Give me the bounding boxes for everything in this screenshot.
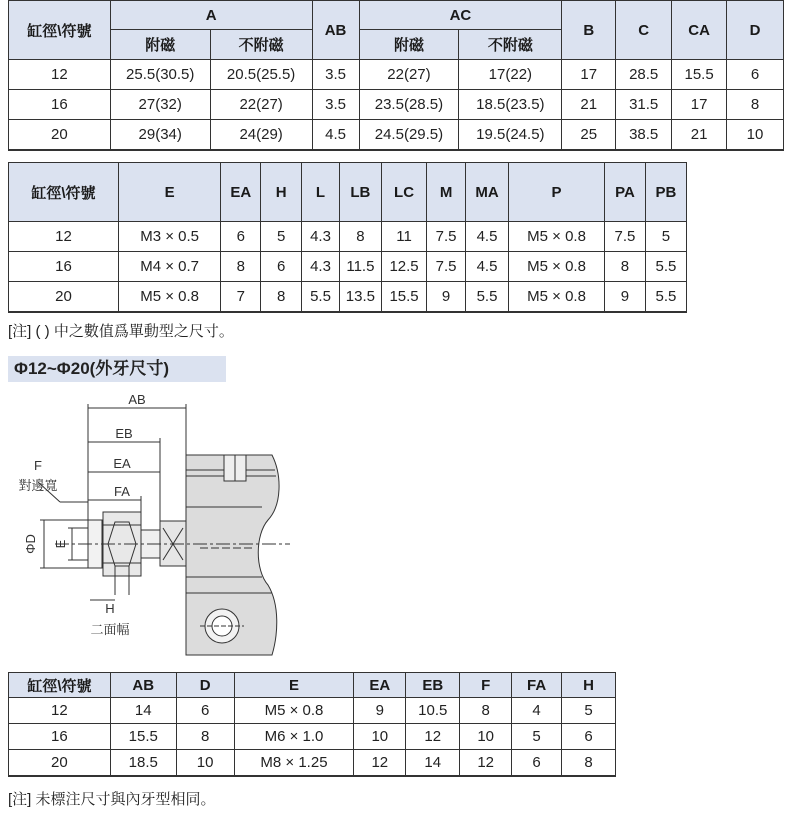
table-cell: 17 <box>562 60 616 90</box>
table-cell: 8 <box>727 90 784 120</box>
label-e: E <box>53 539 68 549</box>
table-cell: M6 × 1.0 <box>234 724 354 750</box>
label-ea: EA <box>113 456 131 471</box>
table-cell: 11 <box>381 222 426 252</box>
table-row <box>9 750 616 776</box>
table-cell: 12 <box>406 724 460 750</box>
table-cell: 7.5 <box>427 222 466 252</box>
table-cell: 9 <box>605 282 646 312</box>
dimension-table-1 <box>8 0 784 151</box>
header-ca: CA <box>672 1 727 60</box>
table-cell: 14 <box>406 750 460 776</box>
table-cell: M8 × 1.25 <box>234 750 354 776</box>
header-ac-no-magnet: 不附磁 <box>459 30 562 60</box>
table-cell: 3.5 <box>312 90 359 120</box>
table-cell: 15.5 <box>110 724 176 750</box>
header-ab: AB <box>312 1 359 60</box>
table-cell: M4 × 0.7 <box>118 252 220 282</box>
table-cell: M3 × 0.5 <box>118 222 220 252</box>
table-cell: 8 <box>562 750 616 776</box>
header-c: C <box>616 1 672 60</box>
table2-header-10: PA <box>605 163 646 222</box>
header-b: B <box>562 1 616 60</box>
table3-header-7: FA <box>512 673 562 698</box>
table-cell: 15.5 <box>672 60 727 90</box>
table-cell: 8 <box>261 282 302 312</box>
table-cell: 8 <box>339 222 381 252</box>
label-f: F <box>34 458 42 473</box>
table-cell: 25 <box>562 120 616 150</box>
table2-header-7: M <box>427 163 466 222</box>
table3-header-2: D <box>176 673 234 698</box>
label-h: H <box>105 601 115 616</box>
label-eb: EB <box>115 426 133 441</box>
header-bore-symbol: 缸徑\符號 <box>9 1 111 60</box>
label-ab: AB <box>128 392 146 407</box>
header-a-magnet: 附磁 <box>110 30 210 60</box>
table3-header-5: EB <box>406 673 460 698</box>
table-cell: 6 <box>727 60 784 90</box>
table-cell: 5.5 <box>645 282 686 312</box>
table2-header-4: L <box>302 163 340 222</box>
table-cell: 21 <box>562 90 616 120</box>
table-cell: 23.5(28.5) <box>359 90 459 120</box>
table-cell: 5.5 <box>302 282 340 312</box>
table2-header-1: E <box>118 163 220 222</box>
table-cell: 24(29) <box>210 120 312 150</box>
table-cell: 18.5(23.5) <box>459 90 562 120</box>
table3-header-0: 缸徑\符號 <box>9 673 111 698</box>
table-cell: 17 <box>672 90 727 120</box>
table-cell: 11.5 <box>339 252 381 282</box>
table-cell: 20 <box>9 120 111 150</box>
table-cell: 5.5 <box>465 282 508 312</box>
table-cell: 20 <box>9 750 111 776</box>
table-cell: 14 <box>110 698 176 724</box>
table-cell: 6 <box>562 724 616 750</box>
table-cell: 17(22) <box>459 60 562 90</box>
header-ac-magnet: 附磁 <box>359 30 459 60</box>
table-cell: 16 <box>9 252 119 282</box>
table-cell: 5 <box>645 222 686 252</box>
table-cell: 10 <box>176 750 234 776</box>
table-cell: 5 <box>261 222 302 252</box>
table3-header-6: F <box>460 673 512 698</box>
table-cell: 18.5 <box>110 750 176 776</box>
table-cell: 8 <box>221 252 261 282</box>
table-cell: M5 × 0.8 <box>509 282 605 312</box>
table-cell: 31.5 <box>616 90 672 120</box>
table-cell: 27(32) <box>110 90 210 120</box>
table-cell: 5.5 <box>645 252 686 282</box>
table-cell: 12 <box>460 750 512 776</box>
table-cell: 22(27) <box>359 60 459 90</box>
header-d: D <box>727 1 784 60</box>
table-row <box>9 60 784 90</box>
label-f-desc: 對邊寬 <box>18 478 58 493</box>
table-cell: 4.5 <box>465 252 508 282</box>
label-phid: ΦD <box>23 534 38 554</box>
table-cell: 24.5(29.5) <box>359 120 459 150</box>
table-cell: 4.3 <box>302 252 340 282</box>
table-cell: 15.5 <box>381 282 426 312</box>
table-cell: 13.5 <box>339 282 381 312</box>
table-cell: 4 <box>512 698 562 724</box>
table-cell: 4.3 <box>302 222 340 252</box>
table-cell: 28.5 <box>616 60 672 90</box>
table-cell: 4.5 <box>312 120 359 150</box>
table2-header-5: LB <box>339 163 381 222</box>
header-ac: AC <box>359 1 562 30</box>
table3-header-4: EA <box>354 673 406 698</box>
table-cell: 7.5 <box>605 222 646 252</box>
table-cell: M5 × 0.8 <box>118 282 220 312</box>
table-cell: M5 × 0.8 <box>234 698 354 724</box>
table-row <box>9 120 784 150</box>
section-title: Φ12~Φ20(外牙尺寸) <box>8 356 226 382</box>
table-cell: 4.5 <box>465 222 508 252</box>
table-cell: 38.5 <box>616 120 672 150</box>
table-cell: 10 <box>727 120 784 150</box>
table3-header-3: E <box>234 673 354 698</box>
table-cell: 10.5 <box>406 698 460 724</box>
table3-header-8: H <box>562 673 616 698</box>
table-cell: 20 <box>9 282 119 312</box>
table-cell: 12 <box>9 60 111 90</box>
table-cell: 8 <box>176 724 234 750</box>
table-cell: 12 <box>354 750 406 776</box>
table-cell: 21 <box>672 120 727 150</box>
table-cell: 5 <box>562 698 616 724</box>
table-cell: 16 <box>9 90 111 120</box>
table-cell: 12 <box>9 222 119 252</box>
note-unmarked-dims: [注] 未標注尺寸與內牙型相同。 <box>8 791 216 808</box>
table-row <box>9 252 687 282</box>
table-cell: 29(34) <box>110 120 210 150</box>
table-cell: 20.5(25.5) <box>210 60 312 90</box>
table-row <box>9 724 616 750</box>
table-cell: M5 × 0.8 <box>509 252 605 282</box>
table-cell: 6 <box>176 698 234 724</box>
table-cell: 5 <box>512 724 562 750</box>
header-a-no-magnet: 不附磁 <box>210 30 312 60</box>
table2-header-9: P <box>509 163 605 222</box>
table-cell: 19.5(24.5) <box>459 120 562 150</box>
table-cell: 6 <box>512 750 562 776</box>
table2-header-8: MA <box>465 163 508 222</box>
table2-header-6: LC <box>381 163 426 222</box>
table-row <box>9 90 784 120</box>
table-cell: 16 <box>9 724 111 750</box>
table-cell: 6 <box>221 222 261 252</box>
label-h-desc: 二面幅 <box>90 622 130 637</box>
external-thread-drawing <box>0 390 320 665</box>
table-cell: 8 <box>460 698 512 724</box>
table-cell: M5 × 0.8 <box>509 222 605 252</box>
table-cell: 22(27) <box>210 90 312 120</box>
table2-header-11: PB <box>645 163 686 222</box>
table-cell: 9 <box>354 698 406 724</box>
table-cell: 12.5 <box>381 252 426 282</box>
table-cell: 3.5 <box>312 60 359 90</box>
table-cell: 10 <box>354 724 406 750</box>
table-row <box>9 222 687 252</box>
table3-header-1: AB <box>110 673 176 698</box>
note-single-acting: [注] ( ) 中之數值爲單動型之尺寸。 <box>8 323 234 340</box>
table-cell: 10 <box>460 724 512 750</box>
table-row <box>9 282 687 312</box>
table2-header-3: H <box>261 163 302 222</box>
table2-header-2: EA <box>221 163 261 222</box>
table-cell: 7.5 <box>427 252 466 282</box>
dimension-table-3 <box>8 672 616 777</box>
table-cell: 25.5(30.5) <box>110 60 210 90</box>
table-row <box>9 698 616 724</box>
label-fa: FA <box>114 484 130 499</box>
table-cell: 7 <box>221 282 261 312</box>
table2-header-0: 缸徑\符號 <box>9 163 119 222</box>
table-cell: 6 <box>261 252 302 282</box>
table-cell: 9 <box>427 282 466 312</box>
dimension-table-2 <box>8 162 687 313</box>
header-a: A <box>110 1 312 30</box>
table-cell: 12 <box>9 698 111 724</box>
table-cell: 8 <box>605 252 646 282</box>
